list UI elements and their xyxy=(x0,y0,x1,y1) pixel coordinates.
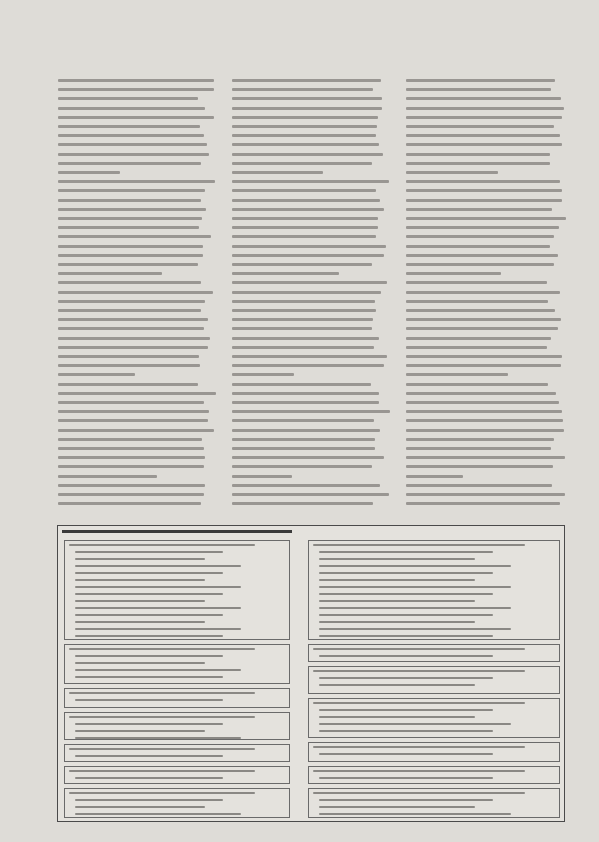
text-line-placeholder xyxy=(406,346,547,349)
schematic-line-placeholder xyxy=(69,692,255,694)
text-line-placeholder xyxy=(58,79,214,82)
text-line-placeholder xyxy=(232,429,380,432)
text-line-placeholder xyxy=(232,116,378,119)
schematic-line-placeholder xyxy=(319,677,493,679)
text-line-placeholder xyxy=(58,116,214,119)
text-line-placeholder xyxy=(232,364,384,367)
schematic-line-placeholder xyxy=(319,607,511,609)
schematic-line-placeholder xyxy=(319,565,511,567)
schematic-line-placeholder xyxy=(75,806,205,808)
schematic-line-placeholder xyxy=(75,635,223,637)
text-line-placeholder xyxy=(406,410,562,413)
schematic-line-placeholder xyxy=(319,551,493,553)
text-line-placeholder xyxy=(406,125,554,128)
schematic-group xyxy=(64,540,290,640)
schematic-line-placeholder xyxy=(319,684,475,686)
text-line-placeholder xyxy=(232,245,386,248)
text-line-placeholder xyxy=(232,392,379,395)
schematic-line-placeholder xyxy=(319,593,493,595)
schematic-line-placeholder xyxy=(75,628,241,630)
text-line-placeholder xyxy=(406,226,559,229)
text-line-placeholder xyxy=(406,208,552,211)
text-line-placeholder xyxy=(406,153,550,156)
text-line-placeholder xyxy=(406,235,554,238)
schematic-line-placeholder xyxy=(319,709,493,711)
text-line-placeholder xyxy=(232,125,377,128)
text-line-placeholder xyxy=(58,364,200,367)
text-line-placeholder xyxy=(406,189,562,192)
text-line-placeholder xyxy=(232,199,380,202)
text-line-placeholder xyxy=(58,226,199,229)
text-line-placeholder xyxy=(406,254,558,257)
schematic-group xyxy=(308,698,560,738)
schematic-line-placeholder xyxy=(75,676,223,678)
text-line-placeholder xyxy=(58,355,199,358)
text-line-placeholder xyxy=(232,107,382,110)
text-line-placeholder xyxy=(58,346,208,349)
text-line-placeholder xyxy=(232,300,375,303)
schematic-line-placeholder xyxy=(75,621,205,623)
text-line-placeholder xyxy=(406,318,561,321)
schematic-line-placeholder xyxy=(69,716,255,718)
schematic-line-placeholder xyxy=(319,621,475,623)
text-line-placeholder xyxy=(406,401,559,404)
text-line-placeholder xyxy=(406,79,555,82)
schematic-line-placeholder xyxy=(319,579,475,581)
text-line-placeholder xyxy=(58,235,211,238)
schematic-line-placeholder xyxy=(319,799,493,801)
schematic-line-placeholder xyxy=(313,702,525,704)
text-line-placeholder xyxy=(58,327,204,330)
text-line-placeholder xyxy=(58,438,202,441)
schematic-line-placeholder xyxy=(75,579,205,581)
schematic-line-placeholder xyxy=(319,753,493,755)
schematic-line-placeholder xyxy=(75,607,241,609)
text-line-placeholder xyxy=(232,337,379,340)
schematic-line-placeholder xyxy=(319,572,493,574)
text-line-placeholder xyxy=(406,373,508,376)
text-line-placeholder xyxy=(58,143,207,146)
schematic-group xyxy=(308,644,560,662)
schematic-line-placeholder xyxy=(319,655,493,657)
text-line-placeholder xyxy=(232,143,379,146)
text-line-placeholder xyxy=(406,309,555,312)
text-line-placeholder xyxy=(58,272,162,275)
text-line-placeholder xyxy=(58,254,203,257)
text-line-placeholder xyxy=(406,383,548,386)
schematic-group xyxy=(64,688,290,708)
text-line-placeholder xyxy=(232,465,372,468)
schematic-group xyxy=(64,644,290,684)
text-line-placeholder xyxy=(58,309,201,312)
infection-schematic-box xyxy=(57,525,565,822)
text-line-placeholder xyxy=(58,419,208,422)
text-line-placeholder xyxy=(58,171,120,174)
text-line-placeholder xyxy=(58,180,215,183)
text-line-placeholder xyxy=(58,373,135,376)
schematic-line-placeholder xyxy=(319,558,475,560)
text-line-placeholder xyxy=(406,217,566,220)
text-line-placeholder xyxy=(58,456,205,459)
text-line-placeholder xyxy=(232,410,390,413)
schematic-group xyxy=(308,666,560,694)
text-line-placeholder xyxy=(58,383,198,386)
section-rubric xyxy=(55,13,255,23)
schematic-line-placeholder xyxy=(69,792,255,794)
text-line-placeholder xyxy=(232,79,381,82)
text-line-placeholder xyxy=(58,392,216,395)
text-line-placeholder xyxy=(406,162,550,165)
schematic-line-placeholder xyxy=(75,723,223,725)
schematic-line-placeholder xyxy=(75,586,241,588)
text-line-placeholder xyxy=(232,419,374,422)
schematic-line-placeholder xyxy=(75,737,241,739)
text-line-placeholder xyxy=(58,337,210,340)
text-line-placeholder xyxy=(406,392,556,395)
schematic-line-placeholder xyxy=(75,662,205,664)
text-line-placeholder xyxy=(232,456,384,459)
schematic-line-placeholder xyxy=(75,551,223,553)
schematic-title-placeholder xyxy=(62,530,292,533)
schematic-line-placeholder xyxy=(75,600,205,602)
schematic-line-placeholder xyxy=(319,600,475,602)
text-line-placeholder xyxy=(232,401,379,404)
text-line-placeholder xyxy=(232,134,376,137)
text-line-placeholder xyxy=(232,291,381,294)
text-line-placeholder xyxy=(406,355,562,358)
schematic-line-placeholder xyxy=(75,799,223,801)
text-line-placeholder xyxy=(406,502,560,505)
text-line-placeholder xyxy=(58,401,204,404)
text-line-placeholder xyxy=(406,419,563,422)
text-line-placeholder xyxy=(232,162,372,165)
text-line-placeholder xyxy=(232,346,374,349)
text-line-placeholder xyxy=(406,281,547,284)
schematic-line-placeholder xyxy=(69,648,255,650)
text-line-placeholder xyxy=(58,125,200,128)
text-line-placeholder xyxy=(58,281,201,284)
text-line-placeholder xyxy=(58,484,205,487)
text-line-placeholder xyxy=(406,263,554,266)
text-line-placeholder xyxy=(58,300,205,303)
text-line-placeholder xyxy=(58,88,214,91)
schematic-line-placeholder xyxy=(313,670,525,672)
text-line-placeholder xyxy=(58,502,201,505)
text-line-placeholder xyxy=(232,153,383,156)
text-line-placeholder xyxy=(406,447,551,450)
schematic-group xyxy=(308,540,560,640)
text-line-placeholder xyxy=(58,217,202,220)
schematic-line-placeholder xyxy=(319,813,511,815)
schematic-line-placeholder xyxy=(75,730,205,732)
text-line-placeholder xyxy=(58,107,205,110)
text-line-placeholder xyxy=(406,475,463,478)
schematic-line-placeholder xyxy=(69,770,255,772)
schematic-group xyxy=(64,744,290,762)
text-line-placeholder xyxy=(406,116,562,119)
text-line-placeholder xyxy=(232,235,376,238)
text-line-placeholder xyxy=(232,484,380,487)
text-line-placeholder xyxy=(58,162,201,165)
text-line-placeholder xyxy=(58,410,209,413)
schematic-line-placeholder xyxy=(75,565,241,567)
schematic-group xyxy=(64,712,290,740)
text-line-placeholder xyxy=(406,171,498,174)
text-line-placeholder xyxy=(406,97,561,100)
text-line-placeholder xyxy=(406,364,561,367)
text-line-placeholder xyxy=(58,447,204,450)
text-line-placeholder xyxy=(58,493,204,496)
schematic-line-placeholder xyxy=(75,777,223,779)
text-line-placeholder xyxy=(232,254,384,257)
text-line-placeholder xyxy=(406,465,553,468)
text-line-placeholder xyxy=(406,143,562,146)
schematic-line-placeholder xyxy=(75,572,223,574)
schematic-line-placeholder xyxy=(319,777,493,779)
body-column-1 xyxy=(58,76,216,512)
schematic-line-placeholder xyxy=(75,813,241,815)
schematic-line-placeholder xyxy=(75,558,205,560)
text-line-placeholder xyxy=(232,208,384,211)
text-line-placeholder xyxy=(406,493,565,496)
schematic-line-placeholder xyxy=(319,586,511,588)
schematic-line-placeholder xyxy=(313,544,525,546)
text-line-placeholder xyxy=(232,97,382,100)
text-line-placeholder xyxy=(406,291,560,294)
schematic-line-placeholder xyxy=(319,635,493,637)
schematic-line-placeholder xyxy=(313,746,525,748)
text-line-placeholder xyxy=(232,502,373,505)
text-line-placeholder xyxy=(232,309,376,312)
text-line-placeholder xyxy=(232,189,376,192)
text-line-placeholder xyxy=(232,217,378,220)
text-line-placeholder xyxy=(406,134,560,137)
text-line-placeholder xyxy=(406,199,562,202)
schematic-line-placeholder xyxy=(313,648,525,650)
text-line-placeholder xyxy=(232,88,373,91)
text-line-placeholder xyxy=(58,475,157,478)
text-line-placeholder xyxy=(406,484,552,487)
text-line-placeholder xyxy=(58,291,213,294)
text-line-placeholder xyxy=(406,300,548,303)
text-line-placeholder xyxy=(232,171,323,174)
schematic-line-placeholder xyxy=(313,770,525,772)
text-line-placeholder xyxy=(232,180,389,183)
text-line-placeholder xyxy=(406,180,560,183)
text-line-placeholder xyxy=(232,226,378,229)
schematic-line-placeholder xyxy=(75,699,223,701)
text-line-placeholder xyxy=(406,337,551,340)
schematic-line-placeholder xyxy=(69,748,255,750)
text-line-placeholder xyxy=(58,245,203,248)
schematic-line-placeholder xyxy=(319,806,475,808)
text-line-placeholder xyxy=(232,281,387,284)
schematic-line-placeholder xyxy=(319,614,493,616)
text-line-placeholder xyxy=(232,373,294,376)
text-line-placeholder xyxy=(406,429,564,432)
text-line-placeholder xyxy=(58,153,209,156)
text-line-placeholder xyxy=(406,88,551,91)
schematic-group xyxy=(308,742,560,762)
text-line-placeholder xyxy=(58,199,201,202)
text-line-placeholder xyxy=(58,465,204,468)
text-line-placeholder xyxy=(58,189,205,192)
text-line-placeholder xyxy=(406,438,554,441)
body-column-2 xyxy=(232,76,390,512)
text-line-placeholder xyxy=(58,318,208,321)
text-line-placeholder xyxy=(232,447,375,450)
schematic-line-placeholder xyxy=(75,593,223,595)
schematic-line-placeholder xyxy=(75,669,241,671)
text-line-placeholder xyxy=(232,493,389,496)
text-line-placeholder xyxy=(232,318,373,321)
text-line-placeholder xyxy=(232,475,292,478)
schematic-line-placeholder xyxy=(319,723,511,725)
text-line-placeholder xyxy=(232,355,387,358)
text-line-placeholder xyxy=(232,383,371,386)
text-line-placeholder xyxy=(58,97,198,100)
schematic-line-placeholder xyxy=(319,628,511,630)
text-line-placeholder xyxy=(406,245,550,248)
schematic-group xyxy=(308,766,560,784)
text-line-placeholder xyxy=(406,107,564,110)
schematic-line-placeholder xyxy=(75,755,223,757)
schematic-group xyxy=(64,766,290,784)
schematic-group xyxy=(64,788,290,818)
text-line-placeholder xyxy=(406,272,501,275)
text-line-placeholder xyxy=(58,208,206,211)
text-line-placeholder xyxy=(406,456,565,459)
text-line-placeholder xyxy=(406,327,558,330)
text-line-placeholder xyxy=(58,134,204,137)
text-line-placeholder xyxy=(232,327,372,330)
schematic-line-placeholder xyxy=(313,792,525,794)
schematic-line-placeholder xyxy=(69,544,255,546)
schematic-line-placeholder xyxy=(319,730,493,732)
schematic-group xyxy=(308,788,560,818)
schematic-line-placeholder xyxy=(319,716,475,718)
text-line-placeholder xyxy=(232,438,375,441)
text-line-placeholder xyxy=(58,263,198,266)
schematic-line-placeholder xyxy=(75,655,223,657)
text-line-placeholder xyxy=(232,272,339,275)
text-line-placeholder xyxy=(58,429,214,432)
text-line-placeholder xyxy=(232,263,372,266)
body-column-3 xyxy=(406,76,566,512)
schematic-line-placeholder xyxy=(75,614,223,616)
